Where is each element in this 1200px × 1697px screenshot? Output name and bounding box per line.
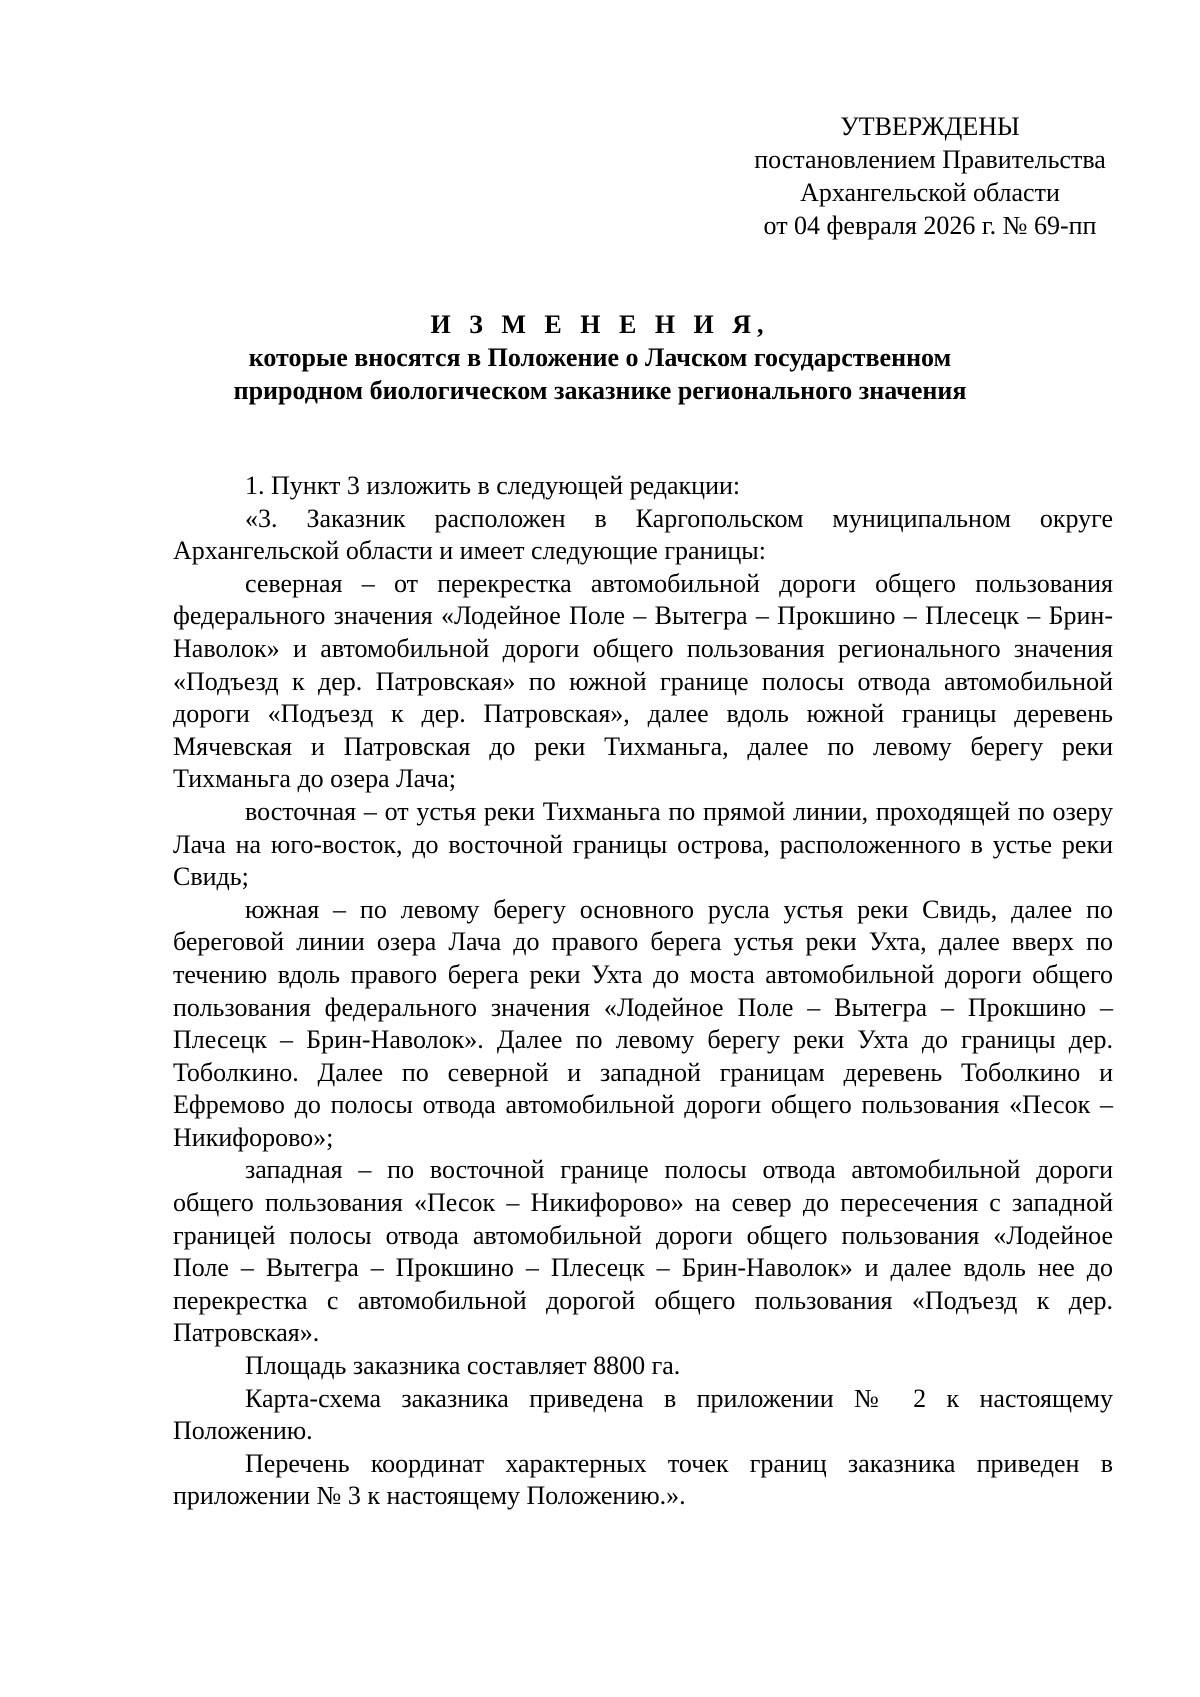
- paragraph-map: Карта-схема заказника приведена в приложении № 2 к настоящему Положению.: [173, 1383, 1113, 1446]
- paragraph-item-1: 1. Пункт 3 изложить в следующей редакции:: [245, 471, 741, 500]
- paragraph-east-border: восточная – от устья реки Тихманьга по прямой линии, проходящей по озеру Лача на юго-восток, до восточной границы острова, расположенного в устье реки Свидь;: [173, 796, 1113, 892]
- title-subtitle-line-1: которые вносятся в Положение о Лачском государственном: [248, 343, 952, 372]
- approval-authority: постановлением Правительства: [754, 145, 1106, 174]
- title-subtitle-line-2: природном биологическом заказнике регионального значения: [233, 376, 967, 405]
- title-heading: И З М Е Н Е Н И Я,: [430, 310, 770, 339]
- paragraph-coordinates: Перечень координат характерных точек границ заказника приведен в приложении № 3 к настоящему Положению.».: [173, 1448, 1113, 1511]
- paragraph-west-border: западная – по восточной границе полосы отвода автомобильной дороги общего пользования «Песок – Никифорово» на север до пересечения с западной границей полосы отвода автомобильной дороги общего пользования «Лодейное Поле – Вытегра – Прокшино – Плесецк – Брин-Наволок» и далее вдоль нее до перекрестка с автомобильной дорогой общего пользования «Подъезд к дер. Патровская».: [173, 1155, 1113, 1348]
- paragraph-south-border: южная – по левому берегу основного русла устья реки Свидь, далее по береговой линии озера Лача до правого берега устья реки Ухта, далее вверх по течению вдоль правого берега реки Ухта до моста автомобильной дороги общего пользования федерального значения «Лодейное Поле – Вытегра – Прокшино – Плесецк – Брин-Наволок». Далее по левому берегу реки Ухта до границы дер. Тоболкино. Далее по северной и западной границам деревень Тоболкино и Ефремово до полосы отвода автомобильной дороги общего пользования «Песок – Никифорово»;: [173, 894, 1113, 1152]
- paragraph-location: «3. Заказник расположен в Каргопольском муниципальном округе Архангельской области и имеет следующие границы:: [173, 503, 1113, 566]
- document-body: [173, 470, 1113, 1513]
- paragraph-north-border: северная – от перекрестка автомобильной дороги общего пользования федерального значения «Лодейное Поле – Вытегра – Прокшино – Плесецк – Брин-Наволок» и автомобильной дороги общего пользования регионального значения «Подъезд к дер. Патровская» по южной границе полосы отвода автомобильной дороги «Подъезд к дер. Патровская», далее вдоль южной границы деревень Мячевская и Патровская до реки Тихманьга, далее по левому берегу реки Тихманьга до озера Лача;: [173, 568, 1113, 794]
- approval-title: УТВЕРЖДЕНЫ: [840, 112, 1020, 141]
- paragraph-area: Площадь заказника составляет 8800 га.: [245, 1351, 681, 1381]
- approval-region: Архангельской области: [800, 178, 1060, 207]
- approval-stamp: [720, 110, 1140, 242]
- approval-date-number: от 04 февраля 2026 г. № 69-пп: [763, 211, 1097, 240]
- document-title: [160, 308, 1040, 407]
